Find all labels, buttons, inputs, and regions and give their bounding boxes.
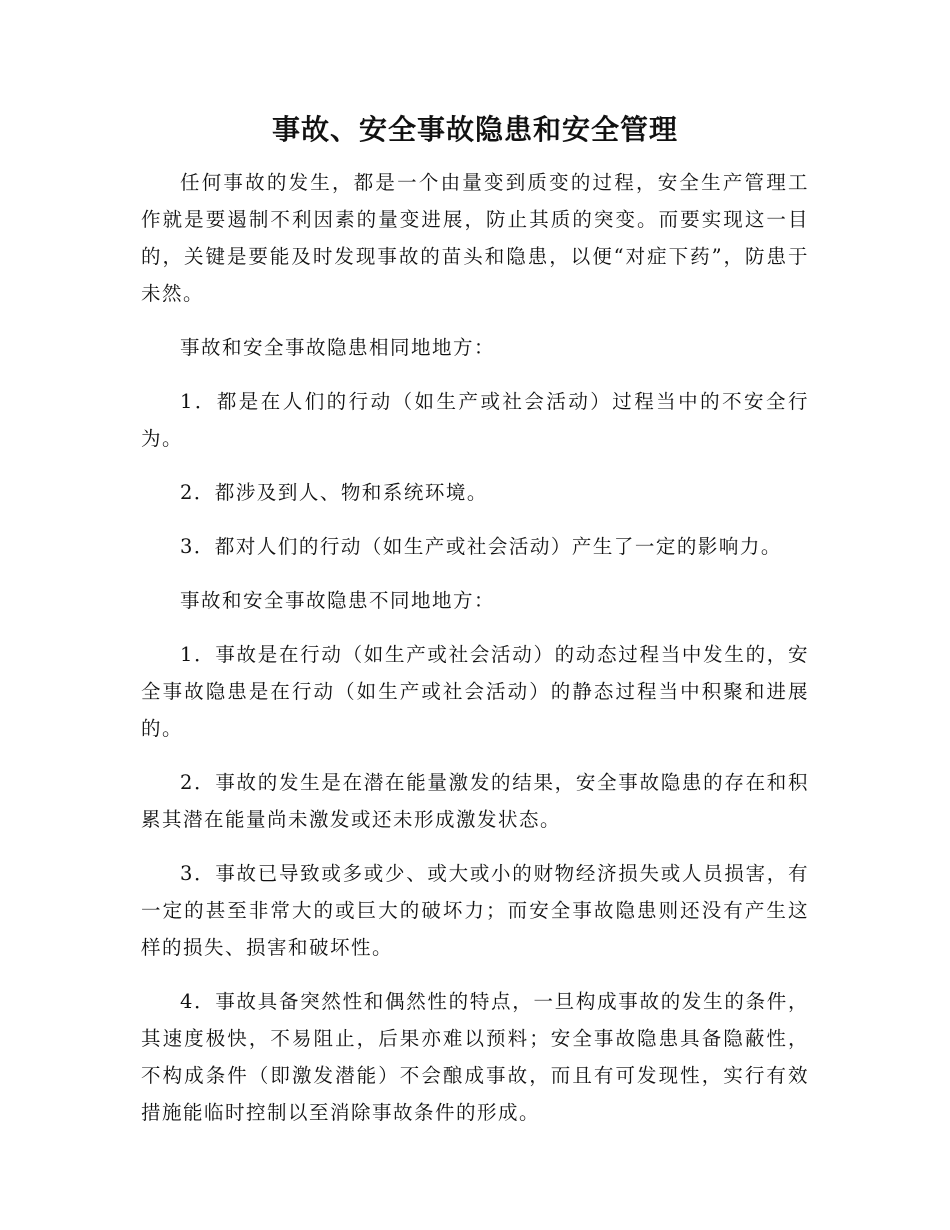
paragraph-difference-3: 3．事故已导致或多或少、或大或小的财物经济损失或人员损害，有一定的甚至非常大的或巨大的破坏力；而安全事故隐患则还没有产生这样的损失、损害和破坏性。	[141, 862, 809, 959]
paragraph-similarities-heading: 事故和安全事故隐患相同地地方：	[180, 336, 496, 359]
paragraph-similarity-2: 2．都涉及到人、物和系统环境。	[180, 481, 488, 504]
paragraph-similarity-3: 3．都对人们的行动（如生产或社会活动）产生了一定的影响力。	[180, 535, 782, 558]
paragraph-difference-2: 2．事故的发生是在潜在能量激发的结果，安全事故隐患的存在和积累其潜在能量尚未激发或还未形成激发状态。	[141, 771, 809, 831]
paragraph-difference-1: 1．事故是在行动（如生产或社会活动）的动态过程当中发生的，安全事故隐患是在行动（如生产或社会活动）的静态过程当中积聚和进展的。	[141, 643, 809, 740]
paragraph-similarity-1: 1．都是在人们的行动（如生产或社会活动）过程当中的不安全行为。	[141, 390, 809, 450]
paragraph-difference-4: 4．事故具备突然性和偶然性的特点，一旦构成事故的发生的条件，其速度极快，不易阻止，后果亦难以预料；安全事故隐患具备隐蔽性，不构成条件（即激发潜能）不会酿成事故，而且有可发现性，实行有效措施能临时控制以至消除事故条件的形成。	[141, 990, 809, 1124]
document-body	[141, 164, 809, 1148]
paragraph-differences-heading: 事故和安全事故隐患不同地地方：	[180, 589, 496, 612]
paragraph-intro: 任何事故的发生，都是一个由量变到质变的过程，安全生产管理工作就是要遏制不利因素的量变进展，防止其质的突变。而要实现这一目的，关键是要能及时发现事故的苗头和隐患，以便“对症下药”，防患于未然。	[141, 171, 809, 305]
page-title: 事故、安全事故隐患和安全管理	[271, 113, 678, 146]
